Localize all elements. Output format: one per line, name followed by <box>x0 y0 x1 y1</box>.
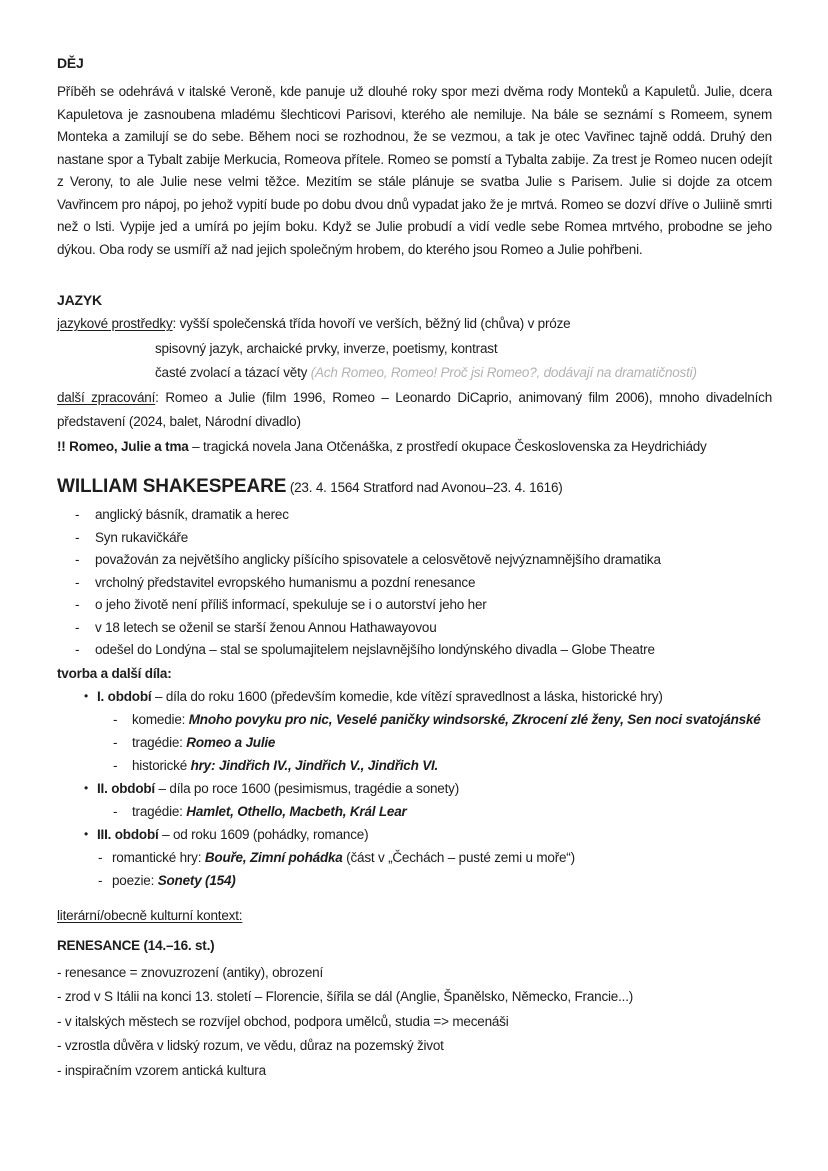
work-item <box>57 708 772 731</box>
period-3 <box>57 823 772 846</box>
tvorba-heading: tvorba a další díla: <box>57 665 172 681</box>
round-bullet: • <box>84 826 89 841</box>
jazykove-prostredky-value: vyšší společenská třída hovoří ve verších, běžný lid (chůva) v próze <box>179 316 571 331</box>
dash-bullet: - <box>75 529 80 545</box>
list-item <box>57 594 772 617</box>
period-desc: – díla do roku 1600 (především komedie, kde vítězí spravedlnost a láska, historické hry) <box>151 688 663 704</box>
jazykove-prostredky-separator: : <box>172 316 180 331</box>
period-desc: – díla po roce 1600 (pesimismus, tragédie a sonety) <box>155 780 460 796</box>
dash-bullet: - <box>75 507 80 522</box>
work-genre: komedie: <box>132 711 189 727</box>
jazyk-line-3-text: časté zvolací a tázací věty <box>155 365 311 380</box>
work-genre: historické <box>132 757 191 773</box>
work-titles: hry: Jindřich IV., Jindřich V., Jindřich VI. <box>190 757 439 773</box>
list-item <box>57 549 772 572</box>
list-item: - zrod v S Itálii na konci 13. století – Florencie, šířila se dál (Anglie, Španělsko, Německo, Francie...) <box>57 989 634 1004</box>
dash-bullet: - <box>113 734 118 750</box>
work-genre: tragédie: <box>132 734 187 750</box>
work-item <box>57 754 772 777</box>
dash-bullet: - <box>75 552 80 567</box>
dalsi-zpracovani-value: : Romeo a Julie (film 1996, Romeo – Leonardo DiCaprio, animovaný film 2006), mnoho divadelních představení (2024, balet, Národní divadlo) <box>57 389 772 429</box>
romeo-julie-tma-desc: – tragická novela Jana Otčenáška, z prostředí okupace Československa za Heydrichiády <box>188 438 707 454</box>
list-item <box>57 639 772 662</box>
list-item: - vzrostla důvěra v lidský rozum, ve vědu, důraz na pozemský život <box>57 1038 444 1053</box>
work-titles: Hamlet, Othello, Macbeth, Král Lear <box>186 803 407 819</box>
fact-text: anglický básník, dramatik a herec <box>95 507 289 522</box>
list-item <box>57 527 772 550</box>
fact-text: vrcholný představitel evropského humanismu a pozdní renesance <box>95 574 476 590</box>
dash-bullet: - <box>75 574 80 590</box>
dash-bullet: - <box>75 619 80 635</box>
list-item <box>57 572 772 595</box>
work-genre: romantické hry: <box>112 849 205 865</box>
renesance-heading: RENESANCE (14.–16. st.) <box>57 938 215 953</box>
jazyk-heading: JAZYK <box>57 292 102 308</box>
work-note: (část v „Čechách – pusté zemi u moře“) <box>342 849 575 865</box>
dash-bullet: - <box>98 872 103 888</box>
list-item <box>57 504 772 527</box>
dej-paragraph: Příběh se odehrává v italské Veroně, kde panuje už dlouhé roky spor mezi dvěma rody Monteků a Kapuletů. Julie, dcera Kapuletova je zasnoubena mladému šlechticovi Parisovi, kterého ale nemiluje. Na bále se seznámí s Romeem, synem Monteka a zamilují se do sebe. Během noci se rozhodnou, že se vezmou, a tak je otec Vavřinec tajně oddá. Druhý den nastane spor a Tybalt zabije Merkucia, Romeova přítele. Romeo se pomstí a Tybalta zabije. Za trest je Romeo nucen odejít z Verony, to ale Julie nese velmi těžce. Mezitím se stále plánuje se svatba Julie s Parisem. Julie si dojde za otcem Vavřincem pro nápoj, po jehož vypití bude po dobu dvou dnů vypadat jako že je mrtvá. Romeo se dozví dříve o Juliině smrti než o lsti. Vypije jed a umírá po jejím boku. Když se Julie probudí a vidí vedle sebe Romea mrtvého, probodne se jeho dýkou. Oba rody se usmíří až nad jejich společným hrobem, do kterého jsou Romeo a Julie pohřbeni. <box>57 84 772 257</box>
dash-bullet: - <box>75 597 80 612</box>
period-2 <box>57 777 772 800</box>
dalsi-zpracovani-line <box>57 386 772 435</box>
work-titles: Sonety (154) <box>157 872 236 888</box>
period-1 <box>57 685 772 708</box>
period-label: III. období <box>97 826 159 842</box>
list-item: - renesance = znovuzrození (antiky), obrození <box>57 964 324 980</box>
shakespeare-facts-list <box>57 504 772 662</box>
jazyk-line-3-quote: (Ach Romeo, Romeo! Proč jsi Romeo?, dodávají na dramatičnosti) <box>310 365 697 380</box>
fact-text: považován za největšího anglicky píšícího spisovatele a celosvětově nejvýznamnějšího dramatika <box>95 552 661 567</box>
dash-bullet: - <box>113 803 118 819</box>
jazyk-line-2: spisovný jazyk, archaické prvky, inverze, poetismy, kontrast <box>155 340 498 356</box>
round-bullet: • <box>84 688 89 703</box>
romeo-julie-tma-title: !! Romeo, Julie a tma <box>57 438 189 454</box>
dalsi-zpracovani-label: další zpracování <box>57 389 156 405</box>
list-item <box>57 617 772 640</box>
fact-text: Syn rukavičkáře <box>95 529 189 545</box>
renesance-points <box>57 961 772 1084</box>
fact-text: odešel do Londýna – stal se spolumajitelem nejslavnějšího londýnského divadla – Globe Theatre <box>95 642 655 657</box>
shakespeare-dates: (23. 4. 1564 Stratford nad Avonou–23. 4. 1616) <box>286 480 563 495</box>
dash-bullet: - <box>113 711 118 727</box>
work-item <box>57 731 772 754</box>
round-bullet: • <box>84 780 89 795</box>
jazykove-prostredky-line <box>57 312 772 337</box>
work-item <box>57 846 772 869</box>
shakespeare-name: WILLIAM SHAKESPEARE <box>57 476 287 497</box>
period-label: II. období <box>97 780 155 796</box>
jazyk-line-3 <box>57 361 772 386</box>
work-titles: Bouře, Zimní pohádka <box>204 849 343 865</box>
work-genre: poezie: <box>112 872 158 888</box>
romeo-julie-tma-line <box>57 435 772 460</box>
list-item: - inspiračním vzorem antická kultura <box>57 1062 266 1078</box>
fact-text: v 18 letech se oženil se starší ženou Annou Hathawayovou <box>95 619 437 635</box>
work-item <box>57 800 772 823</box>
dash-bullet: - <box>98 849 103 865</box>
period-desc: – od roku 1609 (pohádky, romance) <box>158 826 369 842</box>
dash-bullet: - <box>113 757 118 773</box>
work-genre: tragédie: <box>132 803 187 819</box>
shakespeare-heading <box>57 473 772 502</box>
period-label: I. období <box>97 688 152 704</box>
work-titles: Mnoho povyku pro nic, Veselé paničky windsorské, Zkrocení zlé ženy, Sen noci svatojánské <box>188 711 761 727</box>
jazykove-prostredky-label: jazykové prostředky <box>57 316 173 331</box>
kontext-heading <box>57 904 772 929</box>
work-item <box>57 869 772 892</box>
kontext-heading-text: literární/obecně kulturní kontext: <box>57 907 243 923</box>
dej-heading: DĚJ <box>57 55 84 71</box>
list-item: - v italských městech se rozvíjel obchod, podpora umělců, studia => mecenáši <box>57 1013 509 1029</box>
fact-text: o jeho životě není příliš informací, spekuluje se i o autorství jeho her <box>95 597 487 612</box>
dash-bullet: - <box>75 642 80 657</box>
work-titles: Romeo a Julie <box>186 734 276 750</box>
